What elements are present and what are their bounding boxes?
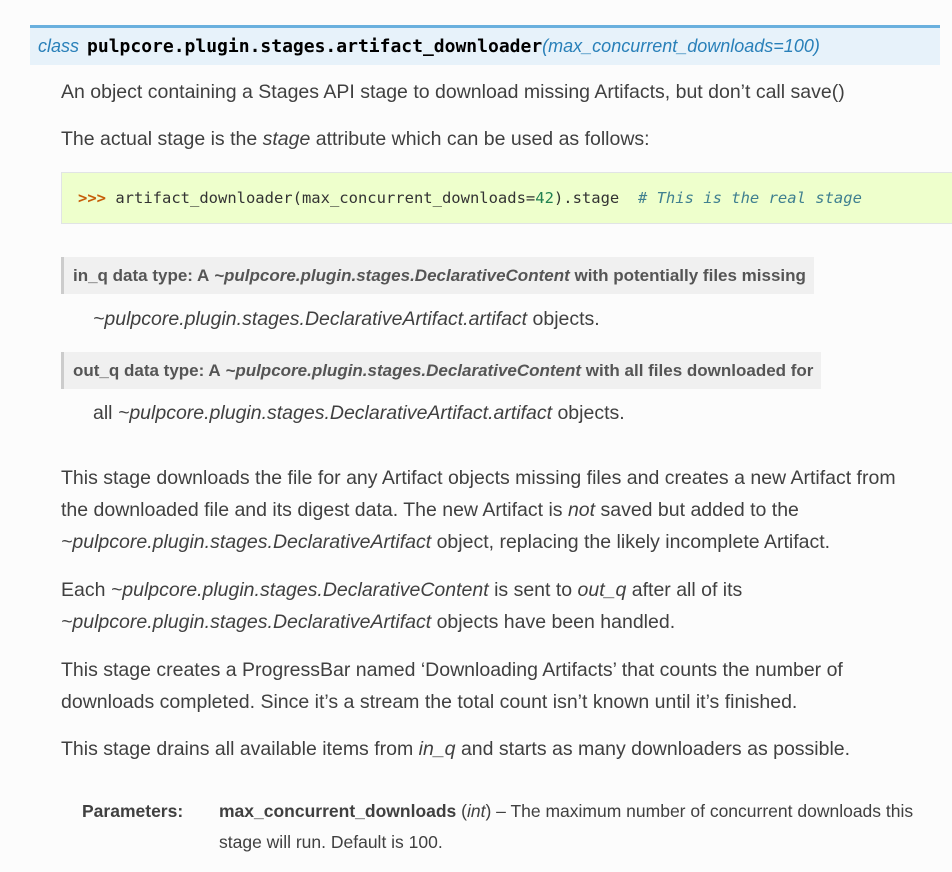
text: in_q data type: A: [73, 265, 210, 285]
text-em: in_q: [418, 738, 456, 760]
text-em: ~pulpcore.plugin.stages.DeclarativeArtifact.artifact: [117, 402, 553, 424]
class-keyword: class: [38, 36, 80, 56]
code-block: [61, 172, 952, 224]
code-number: 42: [535, 189, 554, 207]
text: all: [93, 402, 118, 424]
class-signature: [30, 25, 940, 65]
text: after all of its: [626, 579, 743, 601]
text: out_q data type: A: [73, 360, 221, 380]
param-desc: – The maximum number of concurrent downloads this stage will run. Default is 100.: [219, 801, 914, 852]
text: This stage downloads the file for any Artifact objects missing files and creates a new Artifact from the downloaded file and its digest data. The new Artifact is: [61, 467, 896, 521]
text-em: ~pulpcore.plugin.stages.DeclarativeArtifact: [61, 531, 432, 553]
paragraph-download: [61, 462, 921, 558]
parameters-label: Parameters:: [82, 801, 184, 821]
code-text: artifact_downloader(max_concurrent_downloads=: [106, 189, 536, 207]
usage-text: [61, 123, 941, 155]
intro-text: An object containing a Stages API stage to download missing Artifacts, but don’t call save(): [61, 81, 845, 103]
code-prompt: >>>: [78, 189, 106, 207]
field-in-q-desc: [93, 308, 600, 331]
field-out-q: [61, 352, 821, 389]
text: object, replacing the likely incomplete Artifact.: [431, 531, 831, 553]
code-comment: # This is the real stage: [637, 189, 862, 207]
class-name: pulpcore.plugin.stages.artifact_downloader: [87, 36, 543, 57]
text: saved but added to the: [595, 499, 799, 521]
param-name: max_concurrent_downloads: [219, 801, 457, 821]
field-in-q: [61, 257, 814, 294]
param-type: int: [467, 801, 486, 821]
text: with potentially files missing: [574, 265, 806, 285]
text: objects have been handled.: [431, 611, 676, 633]
parameter-item: [219, 796, 939, 858]
text: The actual stage is the: [61, 128, 263, 150]
text: objects.: [527, 308, 600, 330]
paragraph-out-q: [61, 574, 801, 638]
text: is sent to: [488, 579, 578, 601]
class-params: (max_concurrent_downloads=100): [542, 36, 820, 56]
text-em: ~pulpcore.plugin.stages.DeclarativeContent: [110, 579, 489, 601]
text-em: ~pulpcore.plugin.stages.DeclarativeArtifact.artifact: [93, 308, 528, 330]
text-em: ~pulpcore.plugin.stages.DeclarativeContent: [225, 360, 582, 380]
text-em: not: [567, 499, 596, 521]
text: and starts as many downloaders as possible.: [455, 738, 851, 760]
text: with all files downloaded for: [585, 360, 814, 380]
field-out-q-desc: [93, 402, 625, 425]
code-text: ).stage: [553, 189, 638, 207]
text: Each: [61, 579, 111, 601]
text: attribute which can be used as follows:: [310, 128, 650, 150]
paragraph-progressbar: This stage creates a ProgressBar named ‘Downloading Artifacts’ that counts the number of downloads completed. Since it’s a stream the total count isn’t known until it’s finished.: [61, 659, 843, 713]
text: (: [456, 801, 467, 821]
text-em: ~pulpcore.plugin.stages.DeclarativeContent: [214, 265, 570, 285]
text: objects.: [552, 402, 625, 424]
text-em: ~pulpcore.plugin.stages.DeclarativeArtifact: [61, 611, 432, 633]
paragraph-drain: [61, 733, 941, 765]
text-em: stage: [262, 128, 311, 150]
text: ): [485, 801, 492, 821]
text: This stage drains all available items from: [61, 738, 419, 760]
text-em: out_q: [577, 579, 627, 601]
